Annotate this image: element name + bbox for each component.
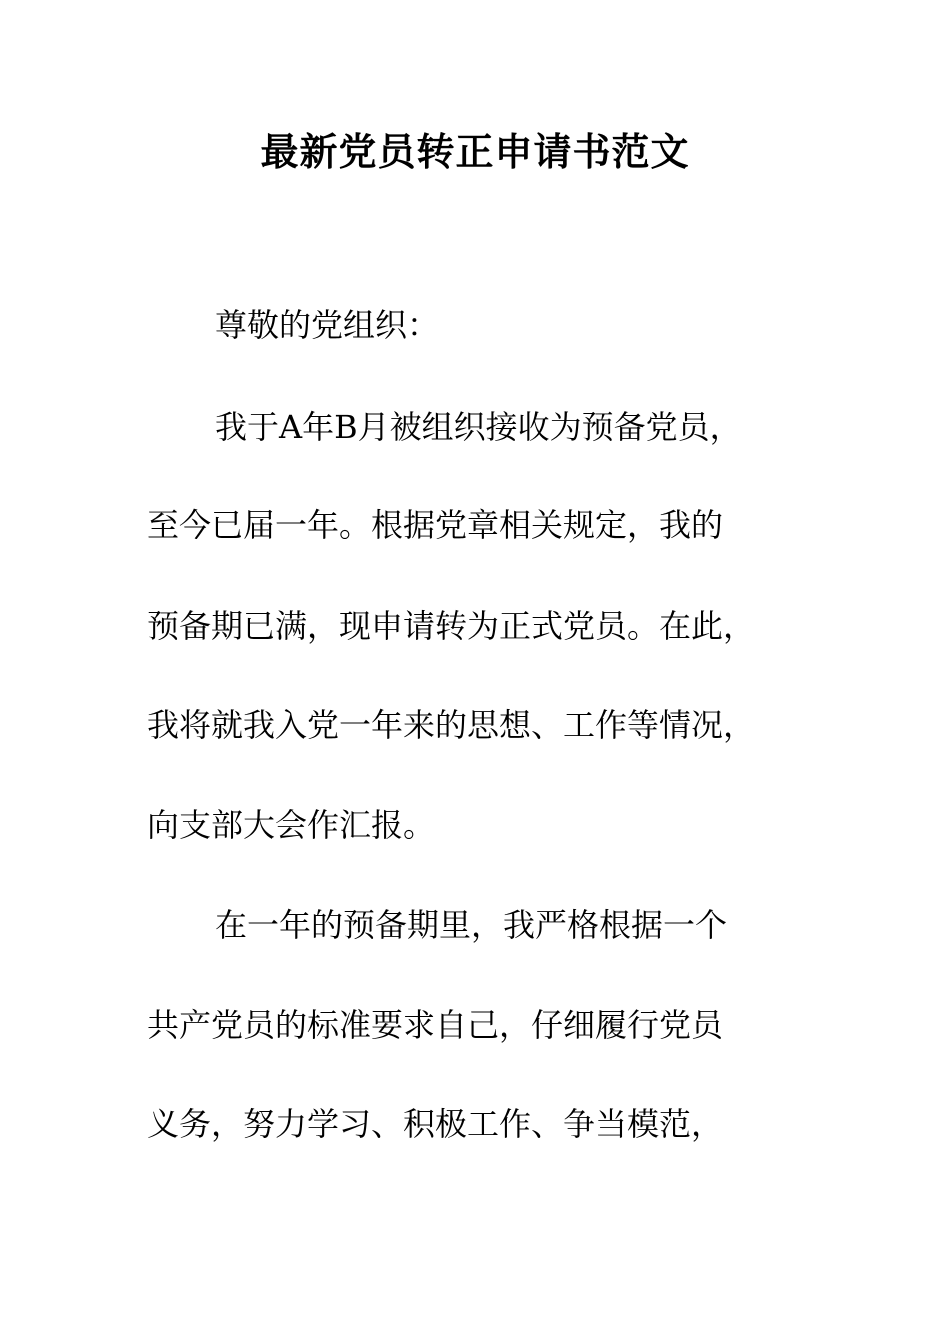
body-line: 预备期已满，现申请转为正式党员。在此，: [147, 607, 756, 645]
body-line: 义务，努力学习、积极工作、争当模范，: [147, 1105, 724, 1143]
body-line: 我将就我入党一年来的思想、工作等情况，: [147, 706, 756, 744]
salutation: 尊敬的党组织：: [215, 306, 440, 344]
body-line: 我于A年B月被组织接收为预备党员，: [215, 408, 742, 446]
body-line: 向支部大会作汇报。: [147, 806, 436, 844]
body-line: 共产党员的标准要求自己，仔细履行党员: [147, 1006, 724, 1044]
document-title: 最新党员转正申请书范文: [260, 129, 690, 174]
body-line: 至今已届一年。根据党章相关规定，我的: [147, 506, 724, 544]
body-line: 在一年的预备期里，我严格根据一个: [215, 906, 728, 944]
